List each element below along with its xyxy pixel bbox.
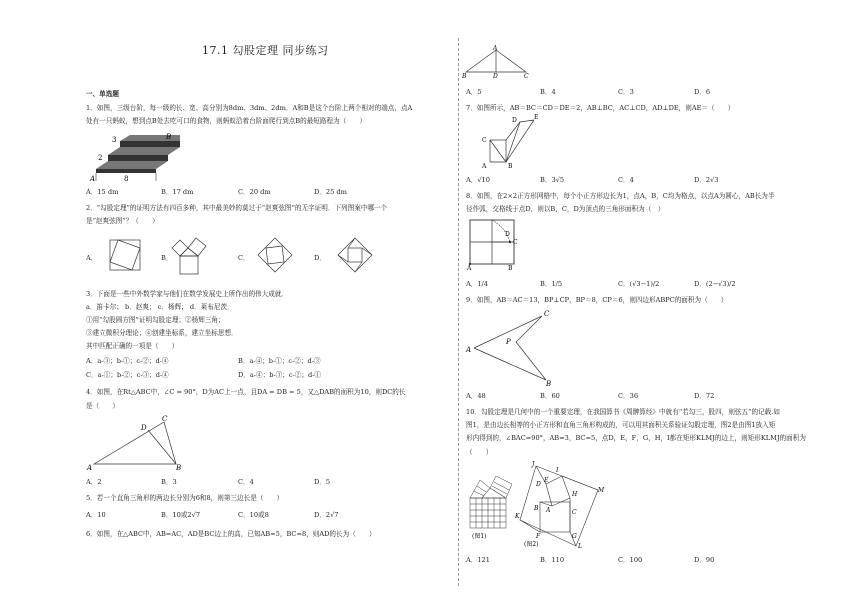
- q8-grid-figure: [466, 214, 522, 270]
- q2-text-line1: 2．“勾股定理”的证明方法有四百多种，其中最美妙的莫过于“赵爽弦图”的无字证明．下列图案中哪一个: [86, 204, 388, 212]
- q7-label-c: C: [482, 137, 487, 144]
- q1-option-b[interactable]: B．17 dm: [161, 188, 194, 196]
- q8-option-c[interactable]: C．(√3−1)/2: [618, 280, 660, 288]
- q6-option-b[interactable]: B．4: [540, 88, 556, 96]
- q3-option-a[interactable]: A．a-③；b-①；c-②；d-④: [86, 357, 169, 365]
- q4-label-a: A: [87, 464, 93, 472]
- q9-label-c: C: [544, 310, 550, 318]
- q10-fig2-caption: (图2): [524, 541, 539, 548]
- q2-figure-d: [336, 236, 374, 274]
- q7-option-a[interactable]: A．√10: [466, 176, 490, 184]
- q4-option-d[interactable]: D．5: [314, 478, 331, 486]
- q7-text-line1: 7．如图所示，AB＝BC＝CD＝DE＝2，AB⊥BC，AC⊥CD，AD⊥DE，则AE＝（ ）: [466, 104, 735, 112]
- q10-text-line3: 形内得到的，∠BAC=90°，AB=3，BC=5，点D，E，F，G，H，I都在矩形KLMJ的边上，则矩形KLMJ的面积为: [466, 434, 806, 442]
- q4-text-line2: 是（ ）: [86, 402, 119, 410]
- q4-label-c: C: [162, 415, 168, 423]
- q2-figure-c: [256, 236, 294, 274]
- q2-option-a[interactable]: A．: [86, 254, 98, 262]
- q9-option-a[interactable]: A．48: [466, 392, 486, 400]
- q4-option-a[interactable]: A．2: [86, 478, 102, 486]
- q7-label-e: E: [534, 114, 539, 121]
- q2-figure-b: [174, 236, 214, 276]
- q9-text-line1: 9．如图，AB＝AC＝13，BP⊥CP，BP＝8，CP＝6，则四边形ABPC的面积为（ ）: [466, 296, 728, 304]
- q10-figure-2: [516, 458, 606, 548]
- q1-label-b: B: [166, 133, 172, 141]
- q9-label-p: P: [506, 338, 511, 346]
- q9-label-b: B: [546, 380, 552, 388]
- q2-option-d[interactable]: D．: [314, 254, 326, 262]
- q10-label-l: L: [578, 543, 582, 550]
- q8-text-line2: 径作弧，交格线于点D，则以B，C，D为顶点的三角形面积为（ ）: [466, 205, 665, 213]
- q3-option-c[interactable]: C．a-①；b-②；c-③；d-④: [86, 371, 169, 379]
- q5-option-a[interactable]: A．10: [86, 511, 106, 519]
- q3-text-line5: 其中匹配正确的一项是（ ）: [86, 342, 179, 350]
- q9-option-b[interactable]: B．60: [540, 392, 560, 400]
- q4-label-b: B: [176, 464, 182, 472]
- q1-label-a: A: [90, 175, 96, 183]
- q10-option-c[interactable]: C．100: [618, 556, 643, 564]
- q3-text-line1: 3．下面是一些中外数学家与他们在数学发展史上所作出的伟大成就．: [86, 290, 289, 298]
- q3-option-d[interactable]: D．a-④；b-③；c-②；d-①: [238, 371, 322, 379]
- q9-option-c[interactable]: C．36: [618, 392, 639, 400]
- q9-label-a: A: [466, 346, 472, 354]
- q10-fig1-caption: (图1): [472, 533, 487, 540]
- q1-option-a[interactable]: A．15 dm: [86, 188, 119, 196]
- q10-label-e: E: [544, 477, 549, 484]
- q8-label-c: C: [513, 239, 518, 246]
- q10-text-line2: 图1，是由边长相等的小正方形和直角三角形构成的，可以用其面积关系验证勾股定理，图2是由图1放入矩: [466, 421, 776, 429]
- q6-option-d[interactable]: D．6: [694, 88, 711, 96]
- q1-option-d[interactable]: D．25 dm: [314, 188, 347, 196]
- q10-option-a[interactable]: A．121: [466, 556, 490, 564]
- q2-figure-a: [108, 238, 142, 272]
- q4-option-b[interactable]: B．3: [161, 478, 177, 486]
- q6-triangle-figure: [462, 44, 534, 78]
- q1-label-8: 8: [124, 175, 129, 183]
- q5-option-d[interactable]: D．2√7: [314, 511, 339, 519]
- q7-label-a: A: [482, 163, 487, 170]
- q6-label-b: B: [462, 73, 467, 80]
- q1-staircase-figure: [88, 131, 178, 183]
- section-heading: 一、单选题: [86, 90, 119, 98]
- q10-label-h: H: [572, 491, 578, 498]
- q1-label-2: 2: [98, 154, 103, 162]
- q8-label-b: B: [508, 265, 513, 272]
- q3-text-line3: ①用“勾股圆方图”证明勾股定理；②杨辉三角；: [86, 316, 225, 324]
- right-column: [462, 0, 806, 608]
- q6-option-c[interactable]: C．3: [618, 88, 634, 96]
- q10-label-a: A: [546, 507, 551, 514]
- q5-option-b[interactable]: B．10或2√7: [161, 511, 201, 519]
- q2-option-c[interactable]: C．: [238, 254, 250, 262]
- q10-text-line1: 10．勾股定理是几何中的一个重要定理，在我国算书《周髀算经》中就有“若勾三，股四，则弦五”的记载.如: [466, 408, 780, 416]
- q4-triangle-figure: [86, 414, 186, 472]
- q6-label-c: C: [524, 73, 529, 80]
- q5-option-c[interactable]: C．10或8: [238, 511, 269, 519]
- column-divider: [458, 38, 459, 586]
- q10-label-k: K: [515, 513, 520, 520]
- q8-option-b[interactable]: B．1/5: [540, 280, 563, 288]
- q9-option-d[interactable]: D．72: [694, 392, 715, 400]
- q7-option-b[interactable]: B．3√5: [540, 176, 565, 184]
- q8-label-d: D: [505, 231, 510, 238]
- q10-label-f: F: [536, 533, 541, 540]
- q1-label-3: 3: [112, 136, 117, 144]
- left-column: [86, 0, 456, 608]
- q7-option-c[interactable]: C．4: [618, 176, 634, 184]
- q10-text-line4: （ ）: [466, 448, 493, 456]
- q1-text-line1: 1．如图，三级台阶，每一级的长、宽、高分别为8dm、3dm、2dm．A和B是这个台阶上两个相对的端点，点A: [86, 104, 413, 112]
- q10-label-b: B: [534, 505, 539, 512]
- q6-label-d: D: [493, 73, 498, 80]
- q6-label-a: A: [493, 45, 498, 52]
- q7-spiral-figure: [476, 112, 540, 172]
- q1-text-line2: 处有一只蚂蚁，想到点B处去吃可口的食物，则蚂蚁沿着台阶面爬行到点B的最短路程为（ ）: [86, 117, 367, 125]
- q8-label-a: A: [467, 265, 472, 272]
- q1-option-c[interactable]: C．20 dm: [238, 188, 271, 196]
- q8-option-d[interactable]: D．(2−√3)/2: [694, 280, 736, 288]
- q6-option-a[interactable]: A．5: [466, 88, 482, 96]
- q5-text-line1: 5．若一个直角三角形的两边长分别为6和8，则第三边长是（ ）: [86, 494, 284, 502]
- q4-option-c[interactable]: C．4: [238, 478, 254, 486]
- q4-label-d: D: [141, 424, 147, 432]
- q10-option-b[interactable]: B．110: [540, 556, 565, 564]
- q9-quadrilateral-figure: [466, 310, 556, 386]
- page-title: 17.1 勾股定理 同步练习: [202, 44, 329, 57]
- q2-text-line2: 是“赵爽弦图”？（ ）: [86, 217, 159, 225]
- q10-label-m: M: [598, 487, 605, 494]
- q10-label-g: G: [572, 533, 577, 540]
- q8-option-a[interactable]: A．1/4: [466, 280, 488, 288]
- q8-text-line1: 8．如图，在2×2正方形网格中，每个小正方形边长为1，点A，B，C均为格点，以点A为圆心，AB长为半: [466, 192, 775, 200]
- q10-figure-1: [466, 472, 516, 542]
- q10-label-i: I: [556, 467, 559, 474]
- q7-label-d: D: [512, 117, 517, 124]
- q7-option-d[interactable]: D．2√3: [694, 176, 719, 184]
- q10-label-j: J: [532, 461, 535, 468]
- q6-text-line1: 6．如图，在△ABC中，AB=AC，AD是BC边上的高，已知AB=5，BC=8，则AD的长为（ ）: [86, 530, 376, 538]
- q10-label-d: D: [536, 481, 541, 488]
- q3-text-line4: ③建立微积分理论；④创建坐标系，建立坐标思想．: [86, 329, 238, 337]
- q7-label-b: B: [508, 163, 513, 170]
- q2-option-b[interactable]: B．: [161, 254, 173, 262]
- q3-option-b[interactable]: B．a-④；b-①；c-②；d-③: [238, 357, 321, 365]
- q3-text-line2: a．笛卡尔； b．赵爽； c．杨辉； d．莱布尼茨．: [86, 303, 234, 311]
- q4-text-line1: 4．如图，在Rt△ABC中，∠C = 90°，D为AC上一点，且DA = DB = 5，又△DAB的面积为10，则DC的长: [86, 388, 406, 396]
- q10-label-c: C: [572, 509, 577, 516]
- q10-option-d[interactable]: D．90: [694, 556, 715, 564]
